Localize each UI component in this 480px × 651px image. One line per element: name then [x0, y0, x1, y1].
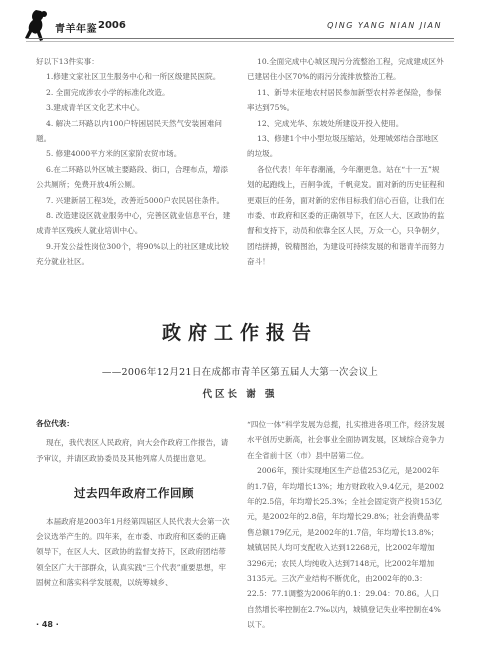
report-author: 代区长 谢 强	[202, 389, 278, 400]
list-item: 10.全面完成中心城区现污分流整治工程，完成建成区外已建居住小区70%的雨污分流排放整治工程。	[247, 57, 444, 82]
section-heading: 过去四年政府工作回顾	[74, 486, 194, 501]
list-item: 7. 兴建新居工程3处，改善近5000户农民居住条件。	[46, 195, 225, 205]
bottom-right-column	[247, 417, 445, 633]
list-item: 3.建成青羊区文化艺术中心。	[46, 103, 145, 113]
body-paragraph: “四位一体”科学发展为总揽，扎实推进各项工作，经济发展水平创历史新高，社会事业全面协调发展，区域综合竞争力在全省前十区（市）县中居第二位。	[247, 420, 445, 460]
greeting: 各位代表：	[36, 419, 74, 428]
list-item: 9.开发公益性岗位300个，将90%以上的社区建成比较充分就业社区。	[36, 241, 229, 267]
header-divider-thin	[26, 41, 454, 42]
body-paragraph: 本届政府是2003年1月经第四届区人民代表大会第一次会议选举产生的。四年来，在市委、市政府和区委的正确领导下，在区人大、区政协的监督支持下，区政府团结带领全区广大干部群众，认真实践“三个代表”重要思想，牢固树立和落实科学发展观，以统筹城乡、	[36, 516, 230, 588]
yearbook-pinyin: QING YANG NIAN JIAN	[327, 21, 442, 30]
header-divider	[26, 38, 454, 39]
yearbook-title: 青羊年鉴	[55, 24, 97, 35]
report-title: 政府工作报告	[161, 322, 318, 344]
yearbook-year: 2006	[98, 20, 126, 31]
list-item: 6.在二环路以外区城主要路段、街口，合理布点，增添公共厕所；免费开放4所公厕。	[36, 164, 228, 190]
list-item: 4. 解决二环路以内100户特困居民天然气安装困难问题。	[36, 118, 223, 144]
statistics-paragraph: 2006年，预计实现地区生产总值253亿元，是2002年的1.7倍，年均增长13%；地方财政收入9.4亿元，是2002年的2.5倍，年均增长25.3%；全社会固定资产投资153亿元，是2002年的2.8倍，年均增长29.8%；社会消费品零售总额179亿元，是2002年的1.7倍，年均增长13.8%；城镇居民人均可支配收入达到12268元，比2002年增加3296元；农民人均纯收入达到7148元，比2002年增加3135元。三次产业结构不断优化，由2002年的0.3：22.5：77.1调整为2006年的0.1：29.04：70.86。人口自然增长率控制在2.7‰以内，城镇登记失业率控制在4%以下。	[247, 466, 445, 630]
list-item: 1.修建文家社区卫生服务中心和一所区级建民医院。	[46, 72, 221, 82]
list-item: 8. 改造建设区就业服务中心，完善区就业信息平台，建成青羊区残疾人就业培训中心。	[36, 211, 231, 236]
page-number: · 48 ·	[36, 620, 59, 629]
closing-paragraph: 各位代表！年年春潮涌，今年潮更急。站在“十一五”规划的起跑线上，百舸争流，千帆竞发。面对新的历史征程和更艰巨的任务，面对新的宏伟目标我们信心百倍，让我们在市委、市政府和区委的正确领导下，在区人大、区政协的监督和支持下，动员和依靠全区人民，万众一心，只争朝夕，团结拼搏，锐精图治，为建设可持续发展的和谐青羊而努力奋斗！	[247, 164, 445, 267]
report-subtitle: ——2006年12月21日在成都市青羊区第五届人大第一次会议上	[101, 367, 379, 378]
intro-paragraph: 现在，我代表区人民政府，向大会作政府工作报告，请予审议，并请区政协委员及其他列席人员提出意见。	[36, 438, 229, 463]
top-left-column	[36, 54, 232, 270]
list-item: 5. 修建4000平方米的区家阶农贸市场。	[46, 149, 182, 159]
list-item: 12、完成光华、东坡处所建设开投入使用。	[257, 118, 404, 128]
list-item: 11、新导未征地农村居民参加新型农村养老保险，参保率达到75%。	[247, 87, 442, 113]
page-header	[0, 0, 480, 50]
top-right-column	[247, 54, 445, 270]
list-item: 13、修建1个中小型垃圾压缩站，处理城郊结合部地区的垃圾。	[247, 134, 439, 159]
bottom-left-column	[36, 416, 232, 591]
paragraph: 好以下13件实事：	[36, 57, 99, 66]
list-item: 2. 全面完成涉农小学的标准化改造。	[46, 87, 170, 97]
